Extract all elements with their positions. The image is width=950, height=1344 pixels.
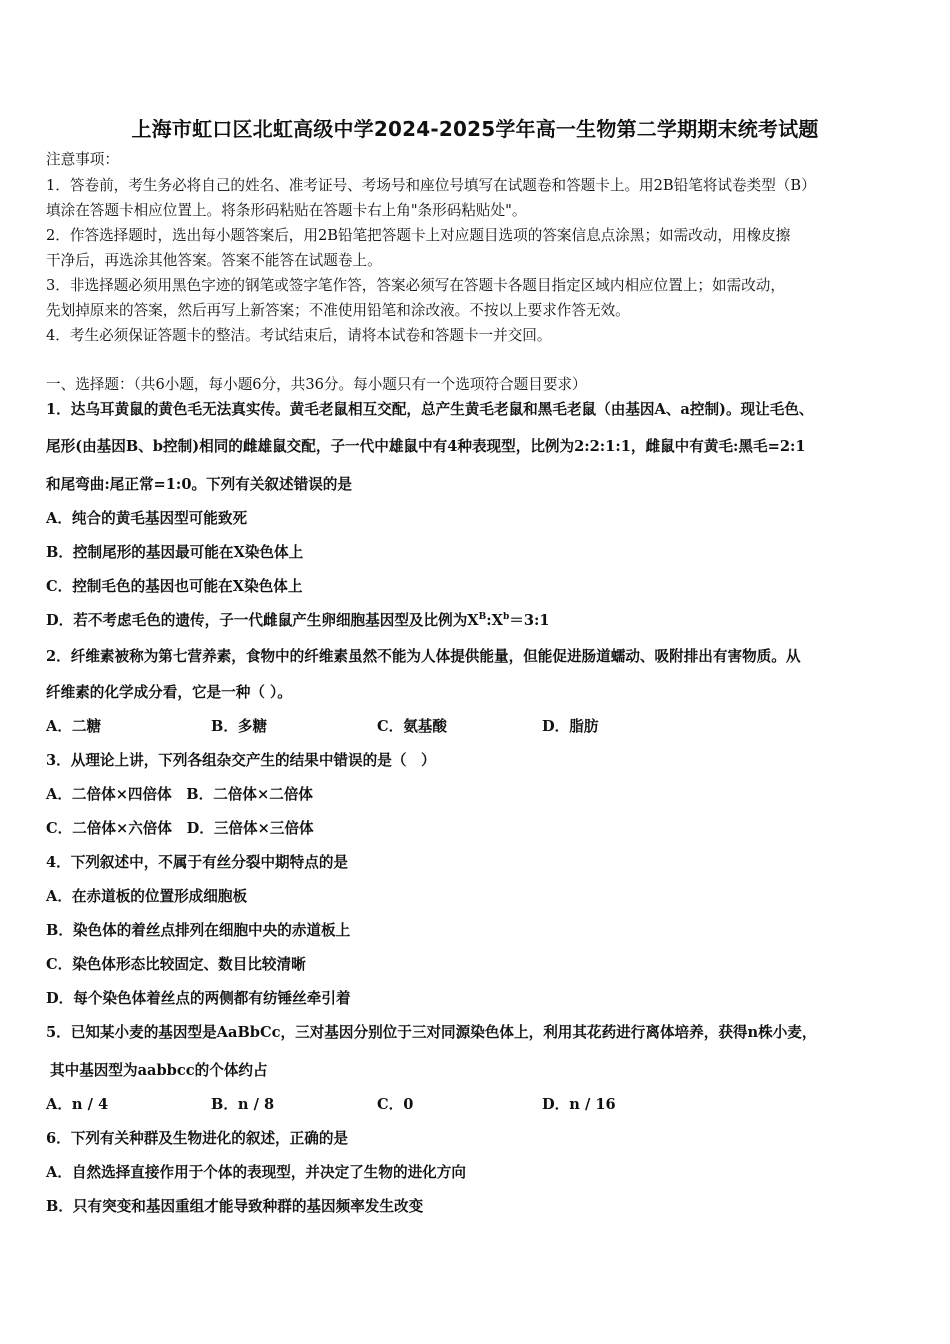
notes-line: 先划掉原来的答案，然后再写上新答案；不准使用铅笔和涂改液。不按以上要求作答无效。 [46,302,630,319]
question-5-option-a: A．n / 4 [46,1096,109,1113]
allele-superscript: B [478,612,487,623]
notes-line: 填涂在答题卡相应位置上。将条形码粘贴在答题卡右上角"条形码粘贴处"。 [46,202,527,219]
notes-line: 4．考生必须保证答题卡的整洁。考试结束后，请将本试卷和答题卡一并交回。 [46,327,552,344]
notes-line: 干净后，再选涂其他答案。答案不能答在试题卷上。 [46,252,382,269]
option-d-text: ＝3:1 [509,612,550,629]
question-3-stem: 3．从理论上讲，下列各组杂交产生的结果中错误的是（ ） [46,752,436,769]
question-2-option-c: C．氨基酸 [377,718,447,735]
allele-superscript: b [502,612,510,623]
section-heading: 一、选择题：（共6小题，每小题6分，共36分。每小题只有一个选项符合题目要求） [46,376,587,393]
question-3-options: A．二倍体×四倍体 B．二倍体×二倍体 [46,786,314,803]
question-1-stem: 尾形(由基因B、b控制)相同的雌雄鼠交配，子一代中雄鼠中有4种表现型，比例为2:2:1:1，雌鼠中有黄毛:黑毛=2:1 [46,438,806,455]
question-4-option-a: A．在赤道板的位置形成细胞板 [46,888,248,905]
page-title: 上海市虹口区北虹高级中学2024-2025学年高一生物第二学期期末统考试题 [131,117,819,141]
question-4-option-b: B．染色体的着丝点排列在细胞中央的赤道板上 [46,922,351,939]
question-4-option-d: D．每个染色体着丝点的两侧都有纺锤丝牵引着 [46,990,351,1007]
question-2-option-d: D．脂肪 [542,718,599,735]
question-5-option-c: C．0 [377,1096,414,1113]
notes-line: 3．非选择题必须用黑色字迹的钢笔或签字笔作答，答案必须写在答题卡各题目指定区域内相应位置上；如需改动， [46,277,785,294]
question-6-option-a: A．自然选择直接作用于个体的表现型，并决定了生物的进化方向 [46,1164,466,1181]
notes-heading: 注意事项： [46,151,119,168]
question-1-stem: 1．达乌耳黄鼠的黄色毛无法真实传。黄毛老鼠相互交配，总产生黄毛老鼠和黑毛老鼠（由基因A、a控制)。现让毛色、 [46,401,814,418]
option-d-text: D．若不考虑毛色的遗传，子一代雌鼠产生卵细胞基因型及比例为X [46,612,479,629]
question-5-stem: 5．已知某小麦的基因型是AaBbCc，三对基因分别位于三对同源染色体上，利用其花药进行离体培养，获得n株小麦， [46,1024,817,1041]
option-d-text: :X [486,612,503,629]
question-2-stem: 2．纤维素被称为第七营养素，食物中的纤维素虽然不能为人体提供能量，但能促进肠道蠕动、吸附排出有害物质。从 [46,648,801,665]
question-2-option-b: B．多糖 [211,718,268,735]
question-1-stem: 和尾弯曲:尾正常=1:0。下列有关叙述错误的是 [46,476,353,493]
question-2-stem: 纤维素的化学成分看，它是一种（ ）。 [46,684,292,701]
question-5-option-b: B．n / 8 [211,1096,275,1113]
question-6-option-b: B．只有突变和基因重组才能导致种群的基因频率发生改变 [46,1198,424,1215]
question-1-option-b: B．控制尾形的基因最可能在X染色体上 [46,544,304,561]
question-4-option-c: C．染色体形态比较固定、数目比较清晰 [46,956,306,973]
question-1-option-a: A．纯合的黄毛基因型可能致死 [46,510,248,527]
question-5-option-d: D．n / 16 [542,1096,616,1113]
question-3-options: C．二倍体×六倍体 D．三倍体×三倍体 [46,820,314,837]
notes-line: 2．作答选择题时，选出每小题答案后，用2B铅笔把答题卡上对应题目选项的答案信息点涂黑；如需改动，用橡皮擦 [46,227,791,244]
question-6-stem: 6．下列有关种群及生物进化的叙述，正确的是 [46,1130,349,1147]
question-4-stem: 4．下列叙述中，不属于有丝分裂中期特点的是 [46,854,349,871]
question-1-option-c: C．控制毛色的基因也可能在X染色体上 [46,578,303,595]
notes-line: 1．答卷前，考生务必将自己的姓名、准考证号、考场号和座位号填写在试题卷和答题卡上。用2B铅笔将试卷类型（B） [46,177,816,194]
question-5-stem: 其中基因型为aabbcc的个体约占 [50,1062,268,1079]
question-2-option-a: A．二糖 [46,718,102,735]
question-1-option-d [46,611,550,631]
